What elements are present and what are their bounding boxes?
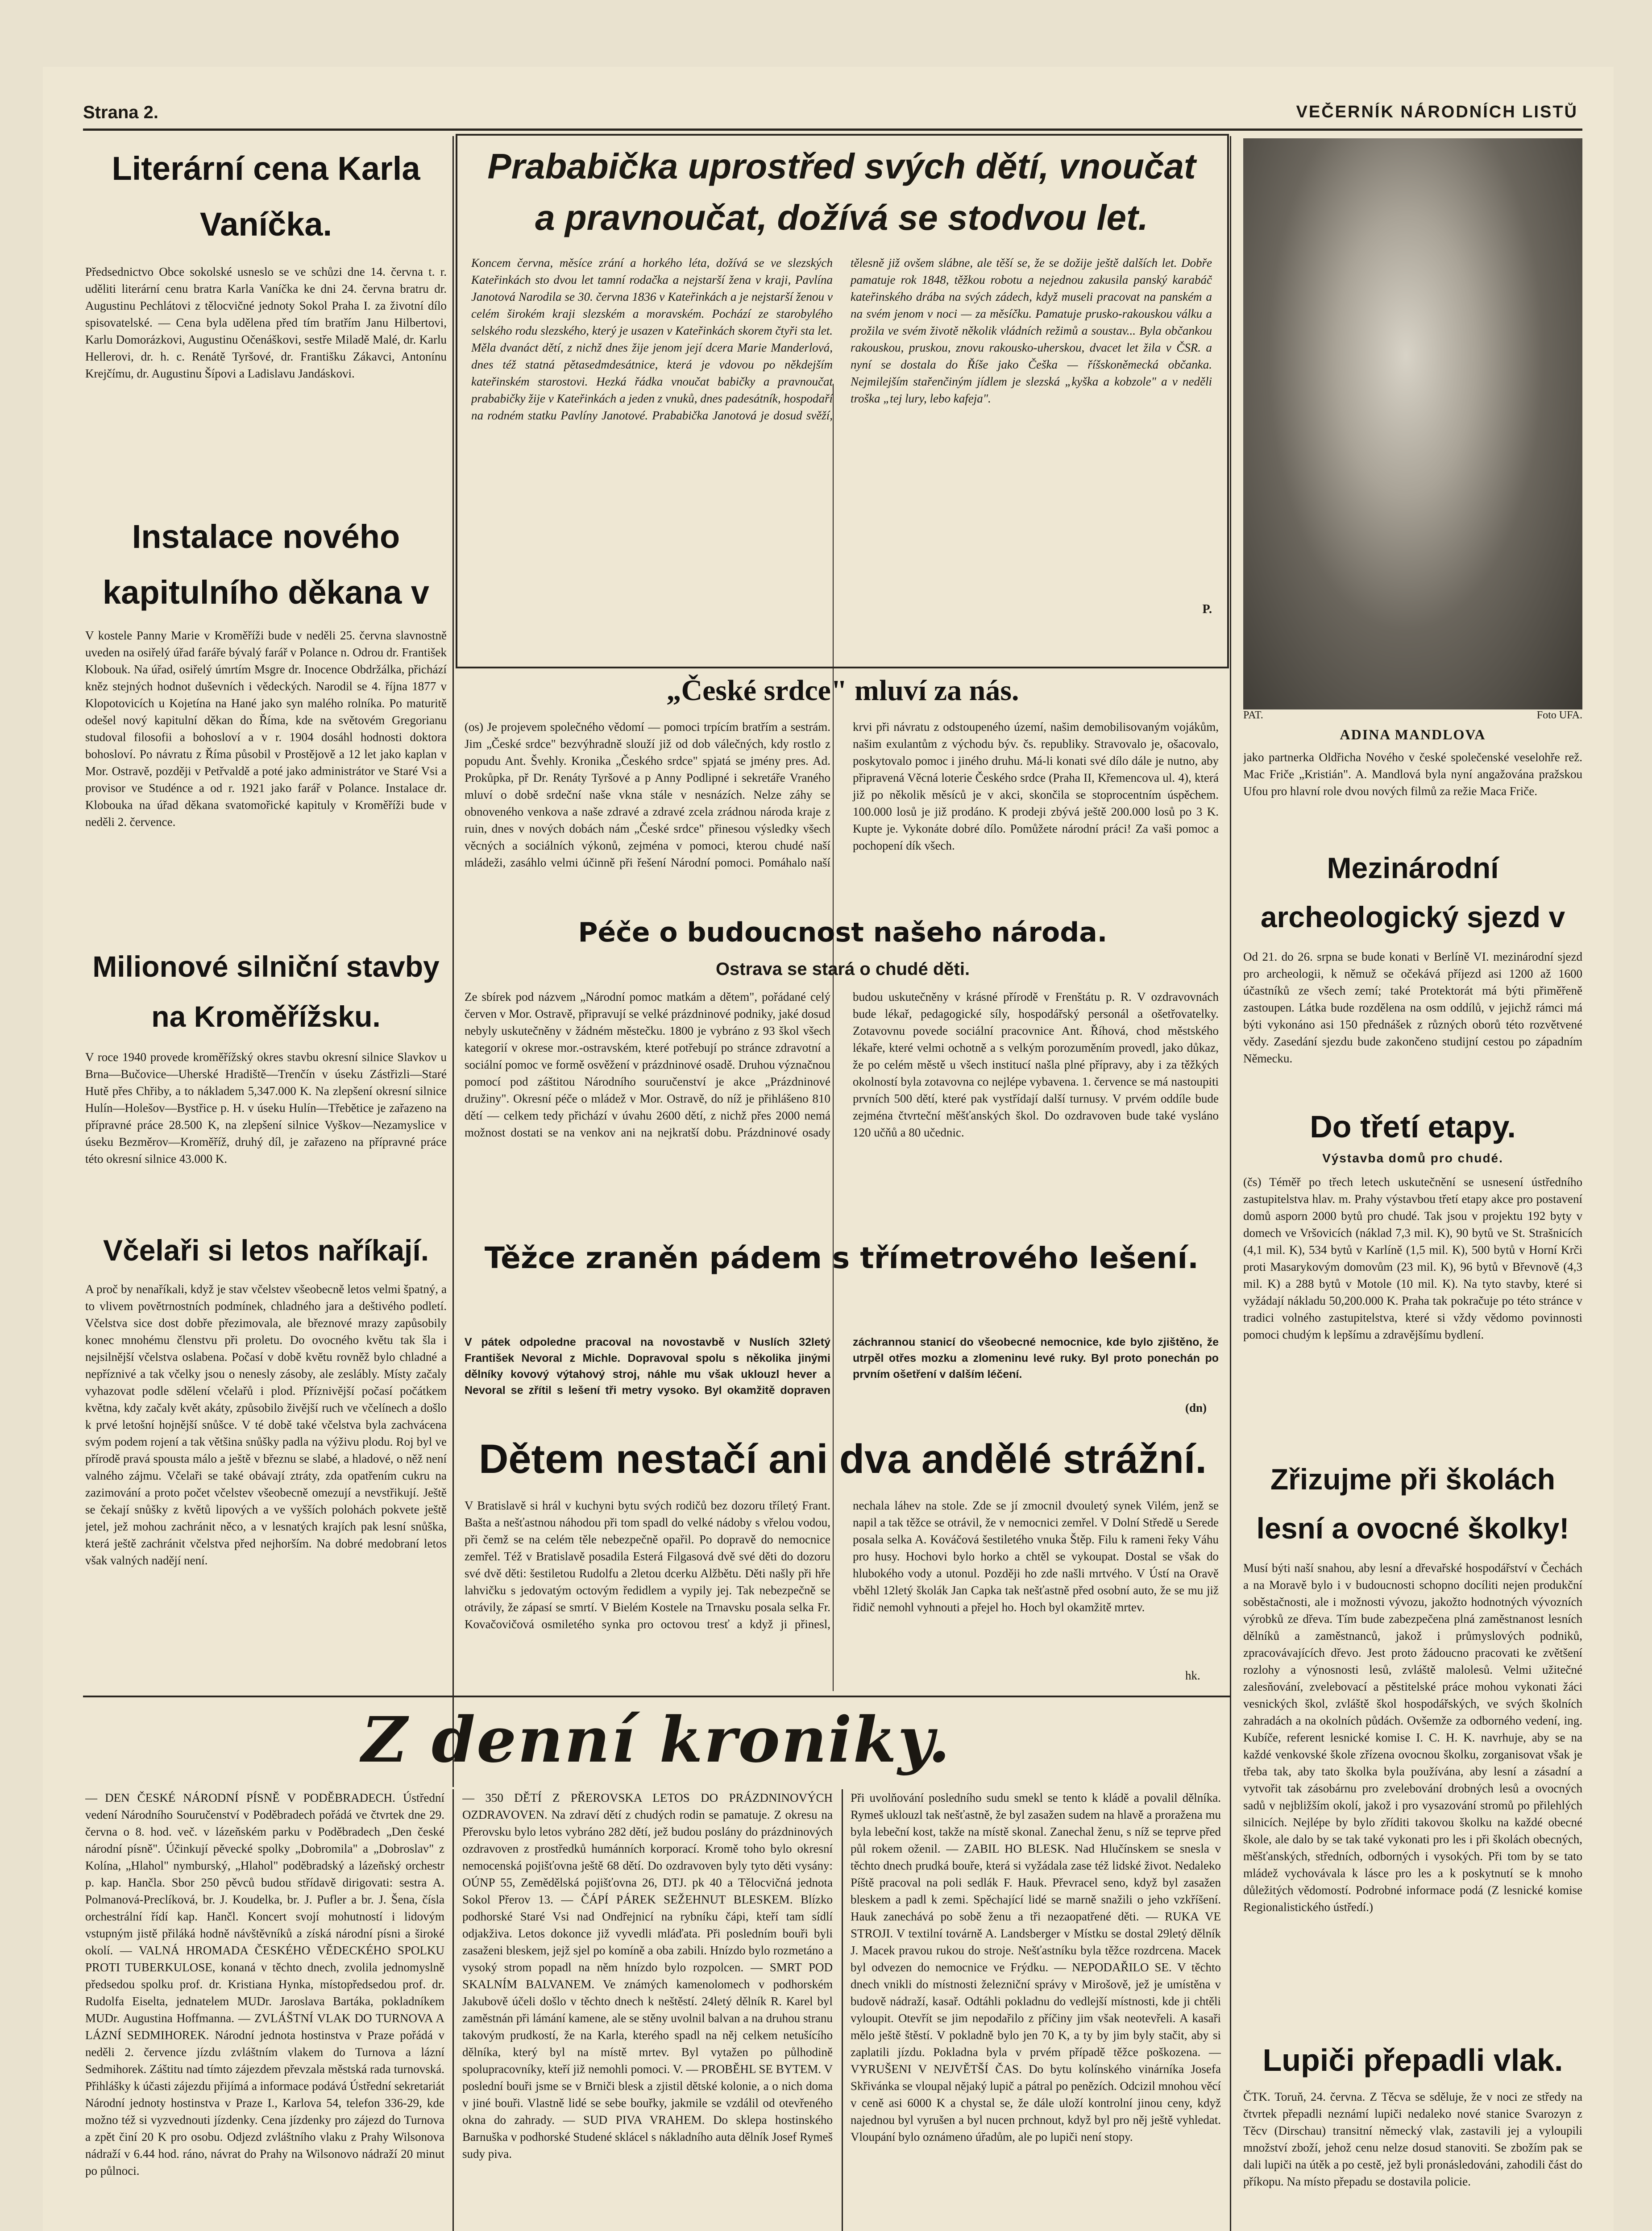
newspaper-page	[43, 67, 1614, 2231]
photo-caption-name: ADINA MANDLOVA	[1340, 726, 1486, 742]
headline-train-robbery: Lupiči přepadli vlak.	[1262, 2043, 1563, 2078]
chronicle-column-1: — DEN ČESKÉ NÁRODNÍ PÍSNĚ V PODĚBRADECH. Ústřední vedení Národního Souručenství v Poděbradech pořádá ve čtvrtek dne 29. června o 8. hod. več. v lázeňském parku v Poděbradech „Den české národní písně". Účinkují pěvecké spolky „Dobromila" a „Dobroslav" z Kolína, „Hlahol" nymburský, „Hlahol" poděbradský a lázeňský orchestr p. kap. Hančla. Sbor 250 pěvců budou střídavě dirigovati: sestra A. Polmanová-Preclíková, br. J. Koudelka, br. J. Pufler a br. J. Šena, čísla orchestrální řídí kap. Hančl. Koncert svojí mohutností i lidovým vstupným jistě přiláká hodně návštěvníků a získá národní písni a široké okolí. — VALNÁ HROMADA ČESKÉHO VĚDECKÉHO SPOLKU PROTI TUBERKULOSE, konaná v těchto dnech, zvolila jednomyslně předsedou spolku prof. dr. Kristiana Hynka, místopředsedou prof. dr. Rudolfa Eiselta, jednatelem MUDr. Jaroslava Bartáka, pokladníkem MUDr. Augustina Hoffmanna. — ZVLÁŠTNÍ VLAK DO TURNOVA A LÁZNÍ SEDMIHOREK. Národní jednota hostinstva v Praze pořádá v neděli 2. července jízdu zvláštním vlakem do Turnova a lázní Sedmihorek. Záštitu nad tímto zájezdem převzala městská rada turnovská. Přihlášky k účasti zájezdu přijímá a informace podává Ústřední sekretariát Národní jednoty hostinstva v Praze I., Karlova 54, telefon 336-29, kde možno též si vyzvednouti jízdenky. Cena jízdenky pro zájezd do Turnova a zpět činí 20 K pro osobu. Odjezd zvláštního vlaku z Prahy Wilsonova nádraží v 6.44 hod. ráno, návrat do Prahy na Wilsonovo nádraží 20 minut po půlnoci.	[85, 1791, 444, 2177]
masthead-rule	[83, 129, 1582, 131]
angels-signature: hk.	[1185, 1669, 1200, 1682]
headline-scaffold-fall: Těžce zraněn pádem s třímetrového lešení.	[484, 1241, 1199, 1275]
headline-literary-prize: Literární cena Karla Vaníčka.	[112, 150, 420, 243]
headline-archaeology-congress: Mezinárodní archeologický sjezd v	[1260, 851, 1565, 933]
chronicle-column-3: Při uvolňování posledního sudu smekl se tento k kládě a povalil dělníka. Rymeš uklouzl tak nešťastně, že byl zasažen sudem na hlavě a proražena mu byla lebeční kost, takže na místě skonal. Zanechal ženu, s níž se teprve před půl rokem oženil. — ZABIL HO BLESK. Nad Hlučínskem se snesla v těchto dnech prudká bouře, která si vyžádala zase též lidské život. Nedaleko Píště pracoval na poli sedlák F. Hauk. Převracel seno, když byl zasažen bleskem a padl k zemi. Spěchající lidé se marně snažili o jeho vzkříšení. Hauk zanechává po sobě ženu a tři nezaopatřené děti. — RUKA VE STROJI. V textilní továrně A. Landsberger v Místku se dostal 29letý dělník J. Macek pravou rukou do stroje. Nešťastníku byla těžce rozdrcena. Macek byl odvezen do nemocnice ve Frýdku. — NEPODAŘILO SE. V těchto dnech vnikli do místnosti železniční správy v Mirošově, jež je umístěna v budově nádraží, kasař. Odtáhli pokladnu do vedlejší místnosti, kde ji chtěli vyloupit. Otevřít se jim nepodařilo z příčiny jim však neotevřeli. A kasaři mělo ještě štěstí. V pokladně bylo jen 70 K, a ty by jim byly stačit, aby si zaplatili jízdu. Pokladna byla v prvém případě těžce poškozena. — VYRUŠENI V NEJVĚTŠÍ ČAS. Do bytu kolínského vinárníka Josefa Skřivánka se vloupal nějaký lupič a pátral po penězích. Odcizil mnohou věcí v ceně asi 6000 K a chystal se, že dále uloží kontrolní jinou ceny, když najednou byl vyrušen a byl nucen prchnout, když byl pro něj ještě vyhledat. Vloupání bylo oznámeno úřadům, ale po lupiči není stopy.	[851, 1791, 1221, 2144]
subheadline-housing: Výstavba domů pro chudé.	[1322, 1151, 1503, 1165]
article-new-dean: V kostele Panny Marie v Kroměříži bude v neděli 25. června slavnostně uveden na osiřelý úřad faráře bývalý farář v Polance n. Odrou dr. František Klobouk. Na úřad, osiřelý úmrtím Msgre dr. Inocence Obdržálka, přichází kněz stejných hodnot duševních i vědeckých. Narodil se 4. října 1877 v Klopotovicích u Kojetína na Hané jako syn malého rolníka. Po maturitě odešel nový kapitulní děkan do Říma, kde na světovém Gregorianu studoval filosofii a bohosloví a v r. 1904 dosáhl hodnosti doktora bohosloví. Po návratu z Říma působil v Prostějově a 12 let jako kaplan v Mor. Ostravě, později v Petřvaldě a poté jako administrátor ve Staré Vsi a provisor ve Studénce a od r. 1921 jako farář v Polance. Instalace dr. Klobouka na úřad děkana svatomořické kapituly v Kroměříži bude v neděli 2. července.	[85, 629, 447, 829]
headline-beekeepers: Včelaři si letos naříkají.	[103, 1234, 429, 1267]
article-care-for-future: Ze sbírek pod názvem „Národní pomoc matkám a dětem", pořádané celý červen v Mor. Ostravě, připravují se velké prázdninové podniky, jaké dosud nebyly uskutečněny v žádném městečku. 1800 je vybráno z 93 škol všech kategorií v okrese mor.-ostravském, které potřebují po stránce zdravotní a sociální pomoc ve formě osvěžení v prázdninové osadě. Druhou význačnou pomocí pod záštitou Národního souručenství je akce „Prázdninové družiny". Okresní péče o mládež v Mor. Ostravě, do níž je přihlášeno 810 dětí — celkem tedy přichází v úvahu 2600 dětí, z nichž přes 2000 nemá možnost dostati se na venkov ani na nejkratší dobu. Prázdninové osady budou uskutečněny v krásné přírodě v Frenštátu p. R. V ozdravovnách bude lékař, pedagogické síly, hospodářský personál a ošetřovatelky. Zotavovnu povede sociální pracovnice Ant. Říhová, chod městského lékaře, které velmi ochotně a s velkým porozuměním provedl, jako důkaz, že po celém městě u všech institucí našla plné přípravy, aby i za těžkých okolností byla zotavovna co nejlépe vybavena. 1. července se má nastoupiti prvních 500 dětí, které pak vystřídají další turnusy. V prvém oddíle bude zejména čtvrteční měšťanských škol. Do ozdravoven bude také vysláno 120 učňů a 80 učednic.	[465, 990, 1219, 1139]
article-train-robbery: ČTK. Toruň, 24. června. Z Těcva se sděluje, že v noci ze středy na čtvrtek přepadli neznámí lupiči nedaleko nové stanice Svarozyn z Těcv (Dirschau) transitní německý vlak, zastavili jej a vyloupili množství zboží, jehož cenu nelze dosud stanoviti. Se zbožím pak se dali lupiči na útěk a po cestě, jež byli pronásledováni, zahodili část do příkopu. Na místo přepadu se dostavila policie.	[1243, 2090, 1582, 2188]
article-archaeology-congress: Od 21. do 26. srpna se bude konati v Berlíně VI. mezinárodní sjezd pro archeologii, k němuž se očekává příjezd asi 1200 až 1600 účastníků ze všech zemí; také Protektorát má býti přiměřeně zastoupen. Látka bude rozdělena na osm oddílů, v jejichž rámci má býti vykonáno asi 150 přednášek z různých oborů této rozvětvené vědy. Zasedání sjezdu bude zakončeno studijní cestou po západním Německu.	[1243, 950, 1582, 1065]
column-divider	[452, 1789, 454, 2231]
article-forest-nurseries: Musí býti naší snahou, aby lesní a dřevařské hospodářství v Čechách a na Moravě bylo i v budoucnosti schopno docíliti nejen produkční soběstačnosti, ale i možnosti vývozu, jakožto hodnotných vývozních výrobků ze dřeva. Tím bude zabezpečena plná zaměstnanost lesních dělníků a zaměstnanců, jakož i průmyslových podniků, zpracovávajících dřevo. Jest proto žádoucno pracovati ke zvětšení rozlohy a výnosnosti lesů, zvláště malolesů. Velmi užitečné zalesňování, zvelebovací a pěstitelské práce mohou vykonati žáci vesnických škol, zvláště škol hospodářských, ve svých školních zahradách a na okolních půdách. Ovšemže za odborného vedení, ing. Kubíče, referent lesnické komise I. C. H. K. navrhuje, aby se na každé venkovské škole zřízena ovocnou školku, zorganisovat však je třeba tak, aby tato školka byla používána, aby lesní a zásadní a vytvořit tak zásobárnu pro zvelebování drobných lesů a ovocných sadů v nejbližším okolí, jakož i pro vysazování stromů po přilehlých silnicích. Nejlépe by bylo zříditi takovou školku na každé obecné škole, ale dalo by se tak také vykonati pro les i při školách obecných, měšťanských, středních, odborných i vysokých. Při tom by se tato mládež vychovávala k lásce pro les a k poskytnutí se k mnoho důležitých vědomostí. Podrobné informace podá (Z lesnické komise Regionalistického ústředí.)	[1243, 1561, 1582, 1914]
headline-centenarian-line1: Prababička uprostřed svých dětí, vnoučat	[487, 146, 1196, 186]
article-beekeepers: A proč by nenaříkali, když je stav včelstev všeobecně letos velmi špatný, a to vlivem povětrnostních podmínek, chladného jara a deštivého podletí. Včelstva sice dost dobře přezimovala, ale březnové mrazy zapůsobily konec mnohému členstvu při proletu. Do ovocného květu tak šla i nejsilnější včelstva oslabena. Počasí v době květu rovněž bylo chladné a nepříznivé a tak včelky jsou o nenesly zásoby, ale zeslábly. Místy začaly vyhazovat podle sdělení včelařů i plod. Příznivější počasí počátkem května, kdy začaly květ akáty, způsobilo živější ruch ve včelínech a došlo k prvé letošní hojnější snůšce. V té době také včelstva byla zachvácena svým podem rojení a tak většina snůšky padla na výživu plodu. Roj byl ve přírodě pravá spousta málo a ještě v březnu se slabé, a hladové, o něž není valného zájmu. Včelaři se také obávají ztráty, zda opatřením cukru na zazimování a proto počet včelstev všeobecně omezují a nevstřikují. Ještě se čekají snůšky z květů lipových a ve vyšších polohách pokvete ještě jetel, jež mohou zachránit něco, a v lesnatých krajích pak lesní snůška, která ještě zachránit včelstva před nejhorším. Na dobré medobraní letos však valných nadějí není.	[85, 1282, 447, 1567]
headline-guardian-angels: Dětem nestačí ani dva andělé strážní.	[478, 1436, 1207, 1482]
article-centenarian: Koncem června, měsíce zrání a horkého léta, dožívá se ve slezských Kateřinkách sto dvou let tamní rodačka a nejstarší žena v kraji, Pavlína Janotová Narodila se 30. června 1836 v Kateřinkách a je nejstarší ženou v celém širokém kraji slezském a moravském. Pochází ze starobylého selského rodu slezského, který je usazen v Kateřinkách skorem čtyři sta let. Měla dvanáct dětí, z nichž dnes žije jenom její dcera Marie Manderlová, dnes též statná pětasedmdesátnice, která je vdovou po někdejším kateřinském starostovi. Hezká řádka vnoučat babičky a pravnoučat prababičky žije v Kateřinkách a jeden z vnuků, dnes padesátník, hospodaří na rodném statku Pavlíny Janotové. Prababička Janotová je dosud svěží, tělesně již ovšem slábne, ale těší se, že se dožije ještě dalších let. Dobře pamatuje rok 1848, těžkou robotu a nejednou zakusila panský karabáč kateřinského drába na svých zádech, když museli pracovat na panském a na svém jenom v noci — za měsíčku. Pamatuje prusko-rakouskou válku a prožila ve svém životě několik vládních režimů a soustav... Byla občankou rakouskou, pruskou, znovu rakousko-uherskou, dvacet let žila v ČSR. a nyní se dostala do Říše jako Češka — říšskoněmecká občanka. Nejmilejším stařenčiným jídlem je slezská „kyška a kobzole" a v neděli troška „tej lury, lebo kafeja".	[471, 256, 1212, 422]
newspaper-name: VEČERNÍK NÁRODNÍCH LISTŮ	[1296, 103, 1578, 121]
column-divider	[452, 136, 454, 1787]
column-divider	[842, 1789, 843, 2231]
article-guardian-angels: V Bratislavě si hrál v kuchyni bytu svých rodičů bez dozoru tříletý Frant. Bašta a nešťastnou náhodou při tom spadl do velké nádoby s vřelou vodou, při čemž se na celém těle nebezpečně opařil. Po dopravě do nemocnice zemřel. Též v Bratislavě posadila Esterá Filgasová dvě své děti do dozoru své dvě děti: šestiletou Rudolfu a 2letou dcerku Alžbětu. Děti našly při hře lahvičku s jedovatým octovým ředidlem a vypily jej. Tak nebezpečně se otrávily, že zápasí se smrtí. V Bielém Kostele na Trnavsku posala selka Fr. Kovačovičová osmiletého synka pro octovou tresť a když ji přinesl, nechala láhev na stole. Zde se jí zmocnil dvouletý synek Vilém, jenž se napil a tak těžce se otrávil, že v nemocnici zemřel. V Dolní Středě u Serede posala selka A. Kováčová šestiletého vnuka Štěp. Filu k rameni řeky Váhu pro husy. Hochovi bylo horko a chtěl se vykoupat. Dostal se však do hlubokého vody a utonul. Později ho zde našli mrtvého. V Ústí na Oravě vběhl 12letý školák Jan Capka tak nešťastně před osobní auto, že se mu již řidič nemohl vyhnouti a přejel ho. Hoch byl okamžitě mrtev.	[465, 1499, 1219, 1631]
headline-new-dean: Instalace nového kapitulního děkana v	[103, 518, 429, 611]
headline-daily-chronicle: Z denní kroniky.	[361, 1704, 951, 1777]
headline-forest-nurseries: Zřizujme při školách lesní a ovocné školky!	[1256, 1463, 1569, 1545]
photo-caption-text: jako partnerka Oldřicha Nového v české společenské veselohře rež. Mac Friče „Kristián". A. Mandlová byla nyní angažována pražskou Ufou pro hlavní role dvou nových filmů za režie Maca Friče.	[1243, 751, 1582, 798]
centenarian-signature: P.	[1202, 602, 1212, 616]
column-divider	[1230, 136, 1231, 2231]
article-road-construction: V roce 1940 provede kroměřížský okres stavbu okresní silnice Slavkov u Brna—Bučovice—Uherské Hradiště—Trenčín v úseku Zástřizli—Staré Hutě přes Chřiby, a to nákladem 5,347.000 K. Na zlepšení okresní silnice Hulín—Holešov—Bystřice p. H. v úseku Hulín—Třebětice je zařazeno na přípravné práce 28.500 K, na zlepšení silnice Vyškov—Nezamyslice v úseku Bezměrov—Kroměříž, druhý díl, je zařazeno na přípravné práce této okresní silnice 43.000 K.	[85, 1050, 447, 1165]
headline-centenarian-line2: a pravnoučat, dožívá se stodvou let.	[535, 198, 1148, 237]
article-ceske-srdce: (os) Je projevem společného vědomí — pomoci trpícím bratřím a sestrám. Jim „České srdce" bezvýhradně slouží již od dob válečných, kdy rostlo z popudu Ant. Švehly. Kronika „Českého srdce" spjatá se jmény pres. Ad. Prokůpka, př Dr. Renáty Tyršové a p Anny Podlipné i sekretáře Vraného mluví o době srdeční naše vkna stále v nesnázích. Nelze záhy se obnoveného venkova a naše zdravé a zdravé zcela zrádnou národa kraje z ruin, dnes v nových dobách nám „České srdce" přinesou výsledky všech věcných a sociálních výkonů, zejména v pomoci, kterou chudé naší mládeži, zasáhlo velmi účinně při řešení Národní pomoci. Pomáhalo naší krvi při návratu z odstoupeného území, našim demobilisovaným vojákům, našim exulantům z východu býv. čs. republiky. Stravovalo je, ošacovalo, poskytovalo pomoc i jiného druhu. Má-li konati své dílo dále je nutno, aby připravená Věcná loterie Českého srdce (Praha II, Křemencova ul. 4), která již po několik měsíců je v akci, skončila se stoprocentním úspěchem. 100.000 losů je již prodáno. K prodeji zbývá ještě 200.000 losů po 3 K. Kupte je. Vykonáte dobré dílo. Pomůžete národní práci! Za vaši pomoc a pochopení dík všech.	[465, 720, 1219, 869]
headline-ceske-srdce: „České srdce" mluví za nás.	[666, 674, 1019, 707]
article-third-stage: (čs) Téměř po třech letech uskutečnění se usnesení ústředního zastupitelstva hlav. m. Prahy výstavbou třetí etapy akce pro postavení domů asporn 2000 bytů pro chudé. Tak jsou v projektu 192 byty v domech ve Vršovicích (náklad 7,3 mil. K), 90 bytů ve St. Strašnicích (4,1 mil. K), 534 bytů v Karlíně (1,5 mil. K), 500 bytů v Horní Krči proti Masarykovým domovům (23 mil. K), 96 bytů v Břevnově (4,3 mil. K) a 288 bytů v Motole (10 mil. K). Na tyto stavby, které si vyžádají nákladu 50,200.000 K. Praha tak pokračuje po této stránce v tradici volného zastupitelstva, které si vždy vědomo povinnosti pomoci chudým k lepšímu a zdravějšímu bydlení.	[1243, 1175, 1582, 1341]
page-number: Strana 2.	[83, 103, 158, 122]
kronika-top-rule	[83, 1696, 1230, 1697]
article-literary-prize: Předsednictvo Obce sokolské usneslo se ve schůzi dne 14. června t. r. uděliti literární cenu bratra Karla Vaníčka ke dni 24. června bratru dr. Augustinu Pechlátovi z tělocvičné jednoty Sokol Praha I. za životní dílo spisovatelské. — Cena byla udělena před tím bratřím Janu Hilbertovi, Karlu Domorázkovi, Augustinu Očenáškovi, sestře Miladě Malé, dr. Karlu Hellerovi, dr. h. c. Renátě Tyršové, dr. Františku Zákavci, Antonínu Krejčímu, dr. Augustinu Šípovi a Ladislavu Jandáskovi.	[85, 265, 447, 380]
headline-third-stage: Do třetí etapy.	[1310, 1109, 1516, 1144]
photo-credit-left: PAT.	[1243, 709, 1263, 721]
headline-road-construction: Milionové silniční stavby na Kroměřížsku.	[92, 950, 440, 1033]
headline-care-for-future: Péče o budoucnost našeho národa.	[578, 917, 1108, 948]
article-scaffold-fall: V pátek odpoledne pracoval na novostavbě v Nuslích 32letý František Nevoral z Michle. Dopravoval spolu s několika jinými dělníky kovový výtahový stroj, náhle mu však uklouzl hever a Nevoral se zřítil s lešení tři metry vysoko. Byl okamžitě dopraven záchrannou stanicí do všeobecné nemocnice, kde bylo zjištěno, že utrpěl otřes mozku a zlomeninu levé ruky. Byl proto ponechán po prvním ošetření v dalším léčení.	[465, 1336, 1219, 1397]
subheadline-ostrava: Ostrava se stará o chudé děti.	[715, 959, 970, 979]
actress-photo	[1243, 138, 1582, 709]
photo-credit-right: Foto UFA.	[1536, 709, 1582, 721]
chronicle-column-2: — 350 DĚTÍ Z PŘEROVSKA LETOS DO PRÁZDNINOVÝCH OZDRAVOVEN. Na zdraví dětí z chudých rodin se pamatuje. Z okresu na Přerovsku bylo letos vybráno 282 dětí, jež budou poslány do prázdninových ozdravoven z prostředků humánních korporací. Kromě toho bylo okresní nemocenská pojišťovna ještě 68 dětí. Do ozdravoven byly tyto děti vysány: OÚNP 55, Zemědělská pojišťovna 26, DTJ. pk 40 a Tělocvičná jednota Sokol Přerov 13. — ČÁPÍ PÁREK SEŽEHNUT BLESKEM. Blízko podhorské Staré Vsi nad Ondřejnicí na rybníku čápi, kteří tam sídlí odjakživa. Letos dokonce již vyvedli mláďata. Při posledním bouři byli zasaženi bleskem, jejž sjel po komíně a oba zabili. Hnízdo bylo rozmetáno a vysoký strom popadl na něm hnízdo bylo rozpolcen. — SMRT POD SKALNÍM BALVANEM. Ve známých kamenolomech v podhorském Jakubově účeli došlo v těchto dnech k neštěstí. 24letý dělník R. Karel byl zaměstnán při lámání kamene, ale se stěny uvolnil balvan a na druhou stranu takovým prudkostí, že na Karla, kterého spadl na něj celkem netušícího dělníka, který byl na místě mrtev. Byl vytažen po půlhodině spolupracovníky, kteří již nemohli pomoci. V. — PROBĚHL SE BYTEM. V poslední bouři jsme se v Brniči blesk a zjistil dětské kolonie, a o nich doma v jiné bouři. Vlastně lidé se sebe bouřky, jakmile se vzdálil od otevřeného okna do zahrady. — SUD PIVA VRAHEM. Do sklepa hostinského Barnuška v podhorské Studené sklácel s nákladního auta dělník Josef Rymeš sudy piva.	[462, 1791, 833, 2161]
scaffold-signature: (dn)	[1185, 1401, 1207, 1414]
